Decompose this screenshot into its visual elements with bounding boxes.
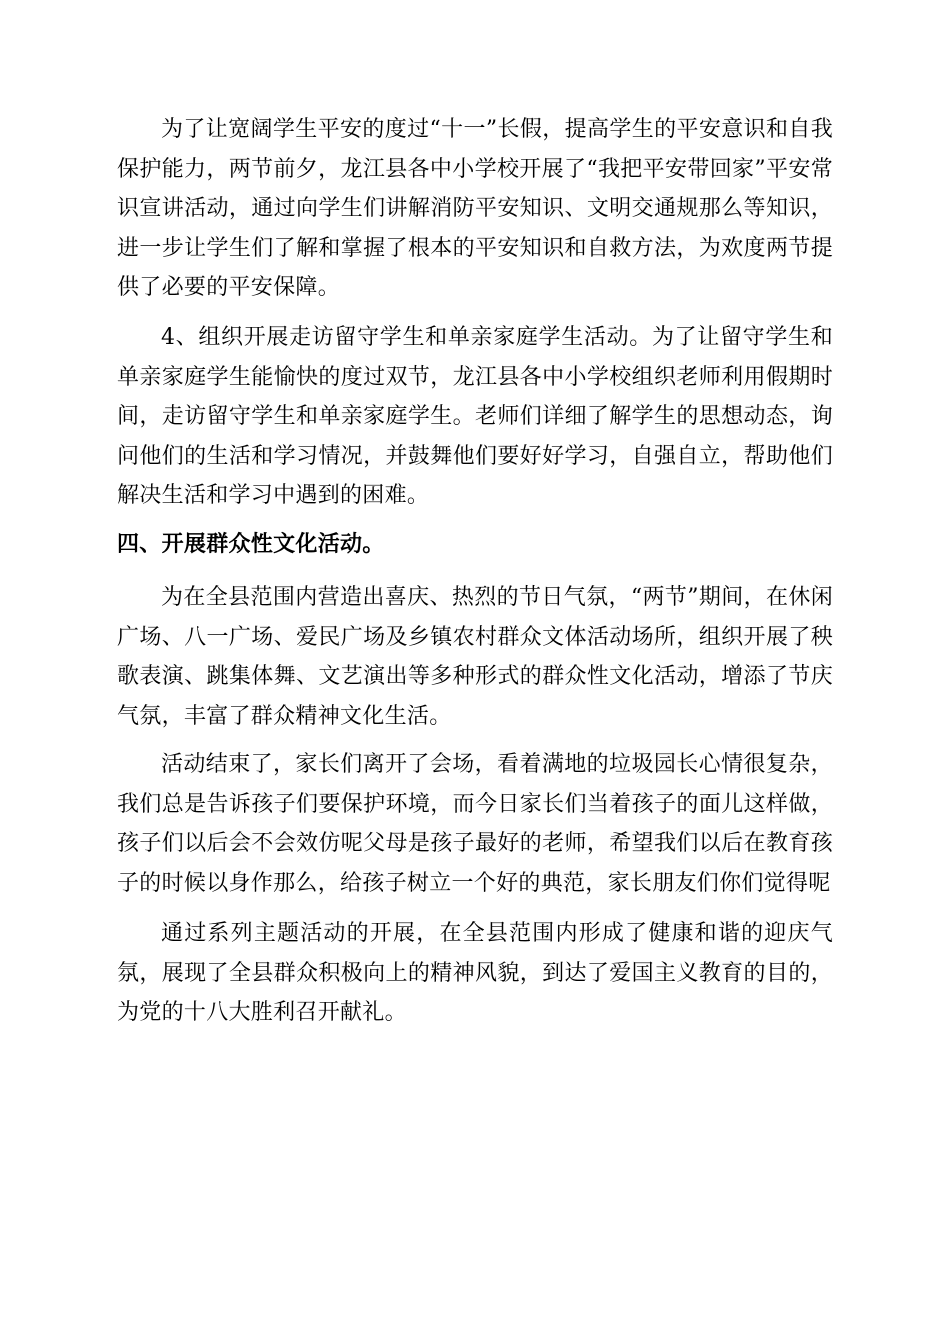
- paragraph-environment-reflection: 活动结束了，家长们离开了会场，看着满地的垃圾园长心情很复杂，我们总是告诉孩子们要保护环境，而今日家长们当着孩子的面儿这样做，孩子们以后会不会效仿呢父母是孩子最好的老师，希望我们以后在教育孩子的时候以身作那么，给孩子树立一个好的典范，家长朋友们你们觉得呢: [117, 752, 833, 896]
- paragraph-visit-students: 4、组织开展走访留守学生和单亲家庭学生活动。为了让留守学生和单亲家庭学生能愉快的度过双节，龙江县各中小学校组织老师利用假期时间，走访留守学生和单亲家庭学生。老师们详细了解学生的思想动态，询问他们的生活和学习情况，并鼓舞他们要好好学习，自强自立，帮助他们解决生活和学习中遇到的困难。: [117, 325, 833, 508]
- paragraph-safety-education: 为了让宽阔学生平安的度过“十一”长假，提高学生的平安意识和自我保护能力，两节前夕，龙江县各中小学校开展了“我把平安带回家”平安常识宣讲活动，通过向学生们讲解消防平安知识、文明交通规那么等知识，进一步让学生们了解和掌握了根本的平安知识和自救方法，为欢度两节提供了必要的平安保障。: [117, 117, 833, 300]
- paragraph-cultural-activities: 为在全县范围内营造出喜庆、热烈的节日气氛，“两节”期间，在休闲广场、八一广场、爱民广场及乡镇农村群众文体活动场所，组织开展了秧歌表演、跳集体舞、文艺演出等多种形式的群众性文化活动，增添了节庆气氛，丰富了群众精神文化生活。: [117, 585, 833, 729]
- paragraph-conclusion: 通过系列主题活动的开展，在全县范围内形成了健康和谐的迎庆气氛，展现了全县群众积极向上的精神风貌，到达了爱国主义教育的目的，为党的十八大胜利召开献礼。: [117, 921, 833, 1025]
- section-heading-cultural-activities: 四、开展群众性文化活动。: [117, 531, 385, 557]
